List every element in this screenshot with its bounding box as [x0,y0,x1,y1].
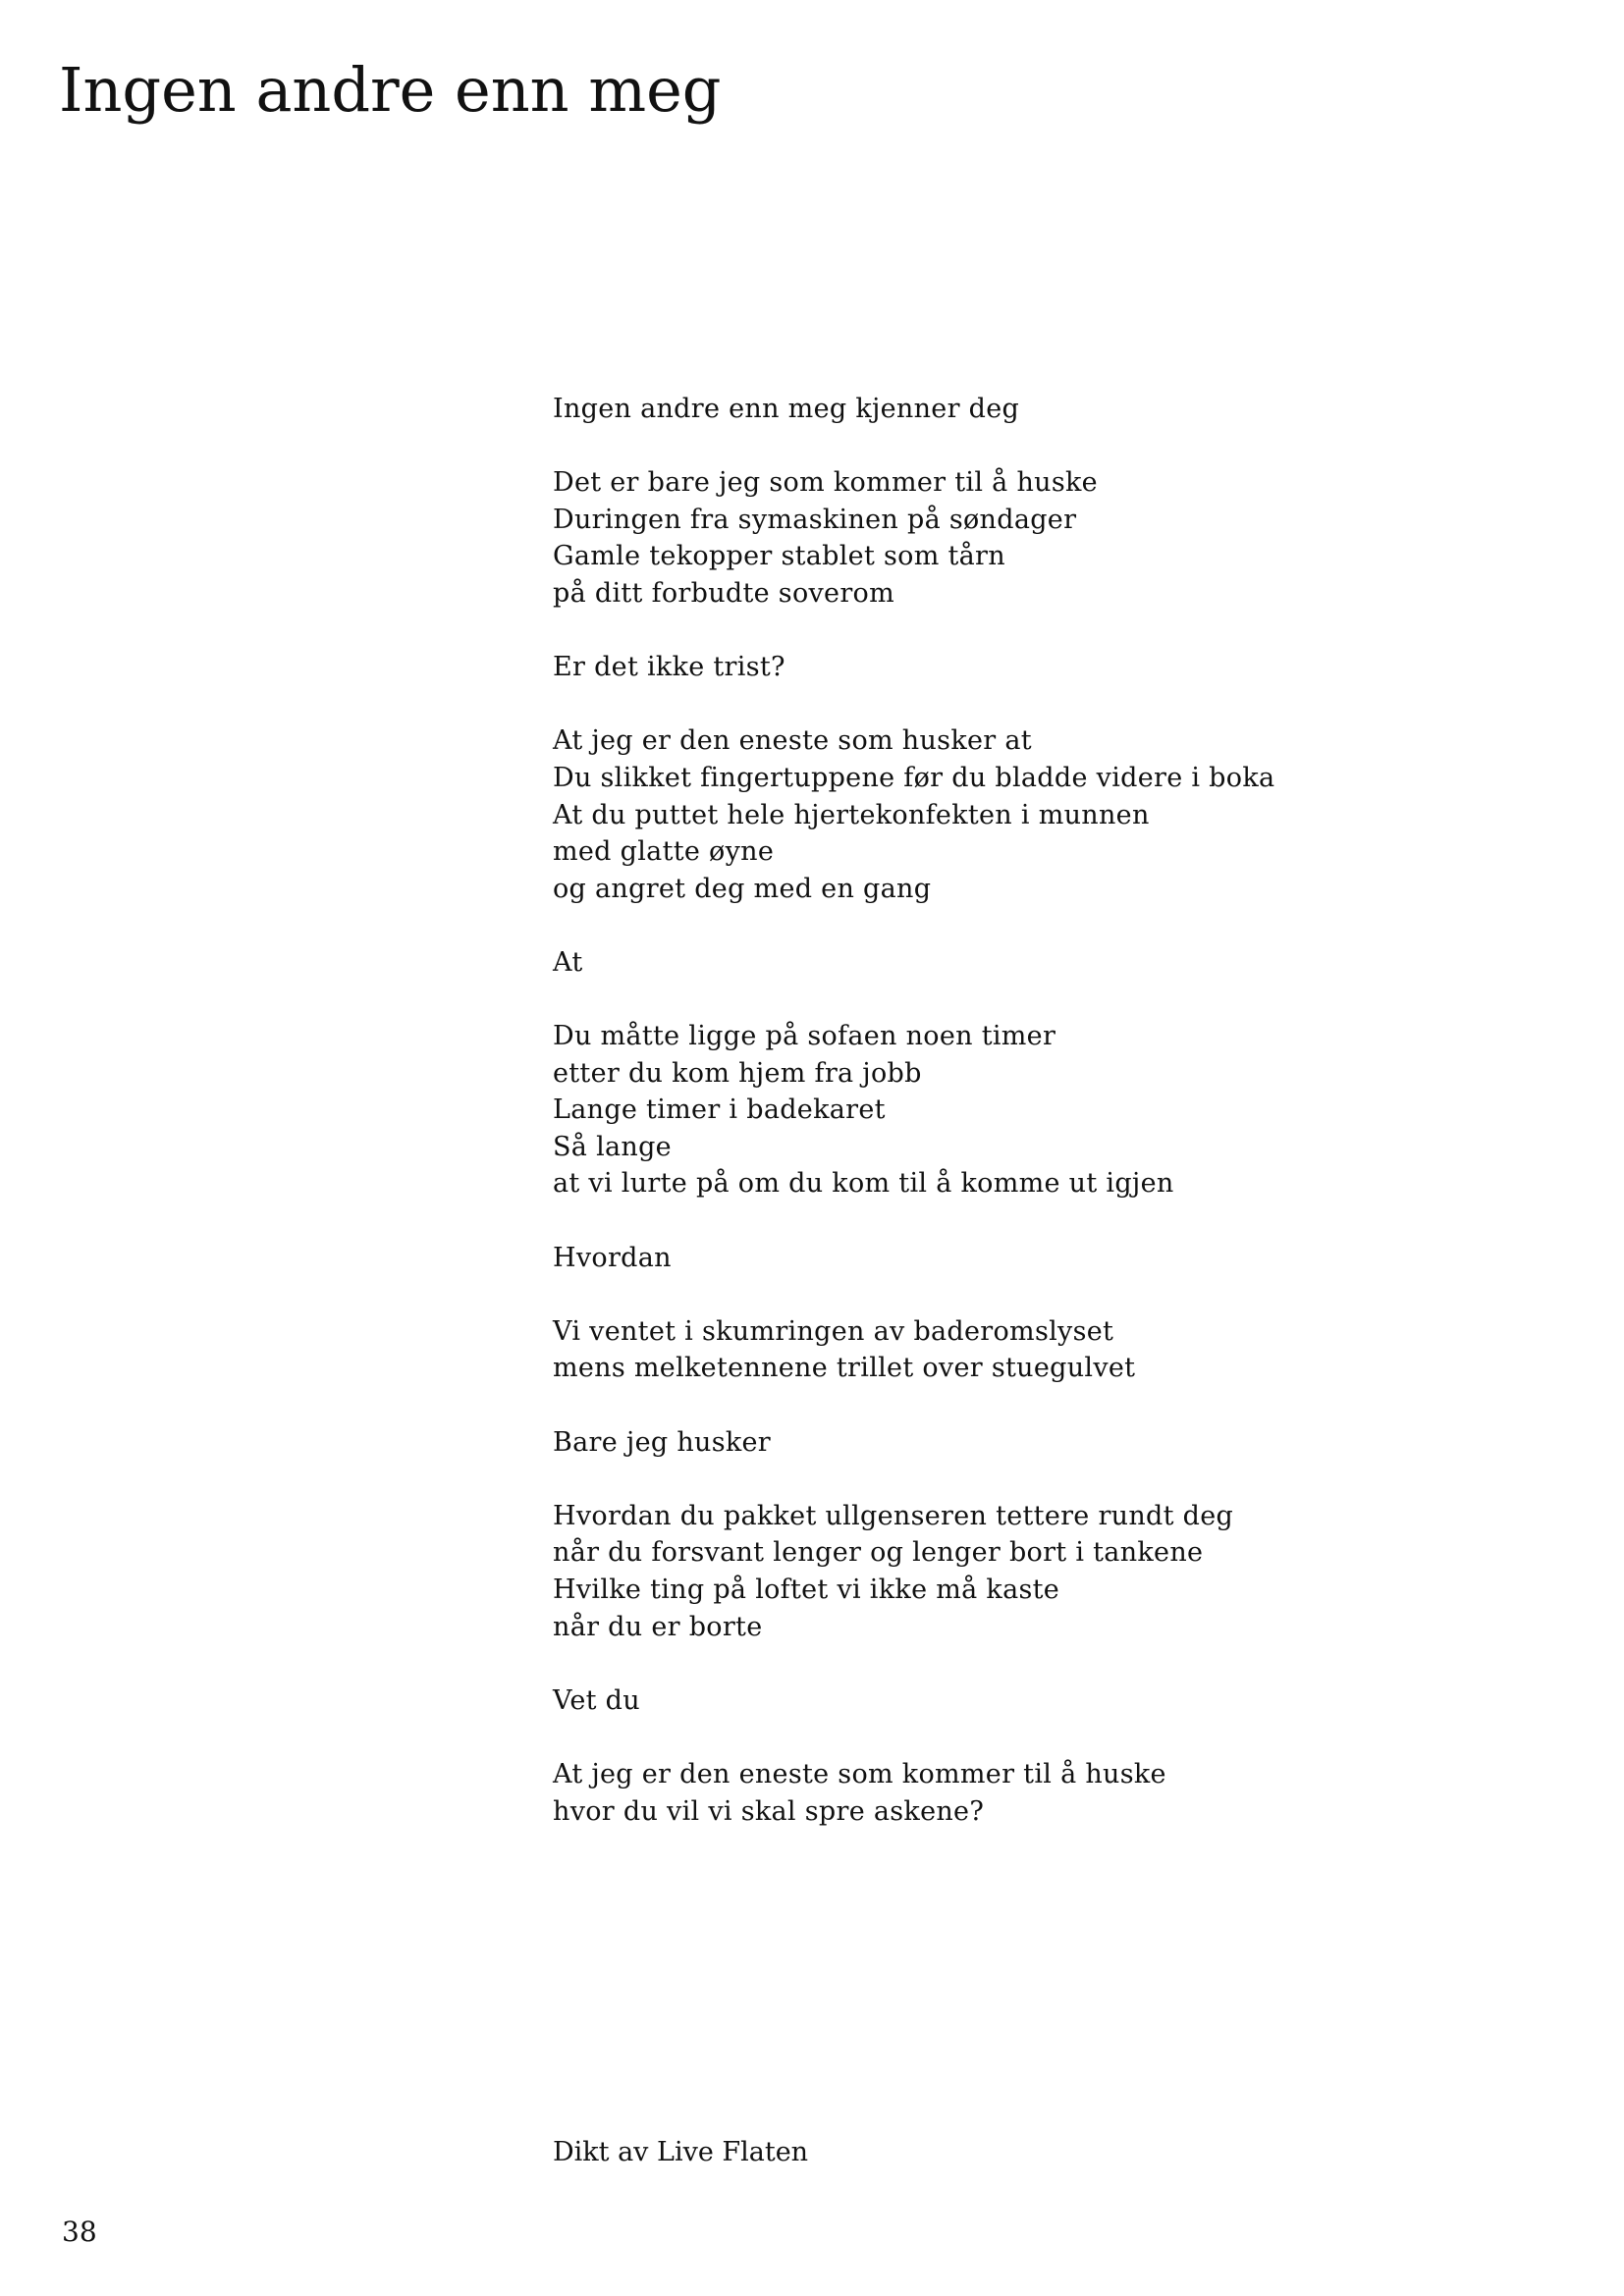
page-title: Ingen andre enn meg [59,54,722,126]
poem-line: At jeg er den eneste som kommer til å huske [553,1758,1166,1789]
poem-credit: Dikt av Live Flaten [553,2137,809,2167]
poem-line: Bare jeg husker [553,1426,772,1458]
poem-stanza [553,1498,1535,1645]
poem-stanza [553,1424,1535,1462]
poem-line: Så lange [553,1131,672,1162]
poem-line: og angret deg med en gang [553,873,932,904]
poem-stanza [553,1240,1535,1277]
poem-line: når du forsvant lenger og lenger bort i tankene [553,1537,1204,1569]
poem-stanza [553,1756,1535,1830]
poem-stanza [553,944,1535,982]
poem-stanza [553,1313,1535,1387]
poem-line: Gamle tekopper stablet som tårn [553,541,1005,572]
poem-line: Hvilke ting på loftet vi ikke må kaste [553,1575,1060,1605]
poem-line: At jeg er den eneste som husker at [553,725,1032,757]
poem-stanza [553,464,1535,612]
poem-line: etter du kom hjem fra jobb [553,1057,922,1089]
poem-line: Ingen andre enn meg kjenner deg [553,394,1020,424]
poem-line: Du måtte ligge på sofaen noen timer [553,1021,1056,1052]
poem-stanza [553,722,1535,907]
poem-line: Hvordan du pakket ullgenseren tettere rundt deg [553,1500,1234,1531]
poem-stanza [553,1682,1535,1720]
poem-stanza [553,1018,1535,1202]
poem-line: at vi lurte på om du kom til å komme ut igjen [553,1168,1174,1200]
poem-line: når du er borte [553,1611,763,1642]
poem-line: Vi ventet i skumringen av baderomslyset [553,1315,1114,1347]
poem-line: Det er bare jeg som kommer til å huske [553,467,1098,499]
poem-line: på ditt forbudte soverom [553,577,894,609]
poem-line: At du puttet hele hjertekonfekten i munnen [553,799,1150,830]
poem-line: Er det ikke trist? [553,652,785,683]
poem-line: Hvordan [553,1242,672,1273]
poem-body [553,391,1535,1867]
poem-line: Du slikket fingertuppene før du bladde videre i boka [553,762,1275,793]
poem-line: At [553,946,583,978]
poem-stanza [553,649,1535,686]
poem-line: Lange timer i badekaret [553,1095,886,1126]
poem-line: Duringen fra symaskinen på søndager [553,504,1077,535]
poem-stanza [553,391,1535,428]
poem-line: Vet du [553,1684,640,1716]
poem-line: hvor du vil vi skal spre askene? [553,1795,985,1827]
poem-line: mens melketennene trillet over stuegulvet [553,1353,1136,1384]
poem-line: med glatte øyne [553,836,775,868]
page-number: 38 [62,2216,97,2248]
